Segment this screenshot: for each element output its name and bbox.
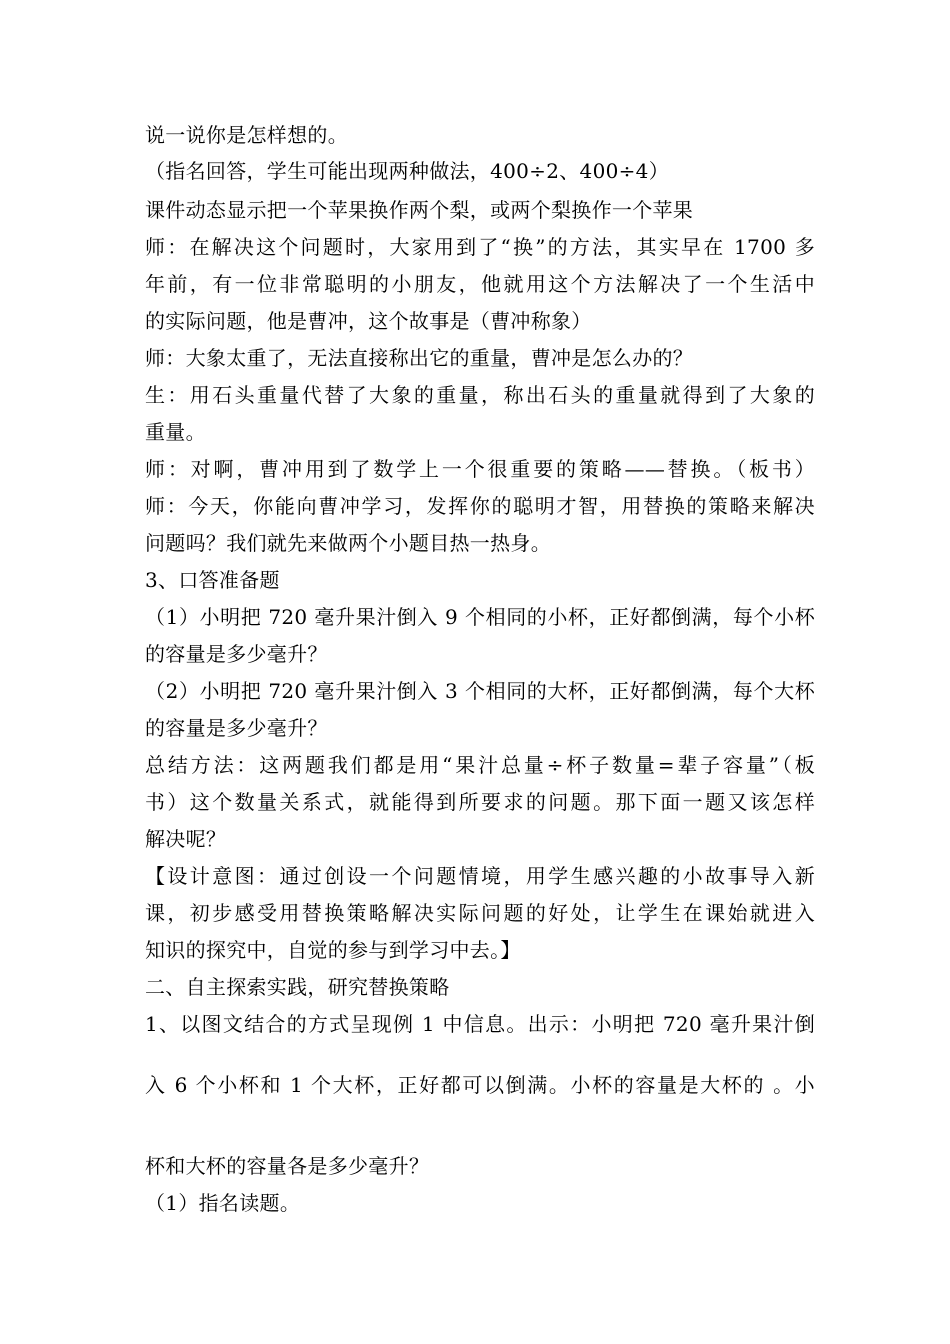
- text-line: 解决呢？: [145, 827, 227, 851]
- text-line: 年前，有一位非常聪明的小朋友，他就用这个方法解决了一个生活中: [145, 272, 815, 296]
- text-line: 重量。: [145, 420, 206, 444]
- text-line: 师：对啊，曹冲用到了数学上一个很重要的策略——替换。（板书）: [145, 457, 815, 481]
- text-line: 课件动态显示把一个苹果换作两个梨，或两个梨换作一个苹果: [145, 198, 694, 222]
- text-line: 知识的探究中，自觉的参与到学习中去。】: [145, 938, 521, 962]
- text-line: （2）小明把 720 毫升果汁倒入 3 个相同的大杯，正好都倒满，每个大杯: [145, 679, 815, 703]
- text-line: 师：大象太重了，无法直接称出它的重量，曹冲是怎么办的？: [145, 346, 694, 370]
- text-line: （1）指名读题。: [145, 1191, 301, 1215]
- text-line: 二、自主探索实践，研究替换策略: [145, 975, 450, 999]
- text-line: 3、口答准备题: [145, 568, 280, 592]
- text-line: 杯和大杯的容量各是多少毫升？: [145, 1154, 430, 1178]
- text-line: 总结方法：这两题我们都是用“果汁总量÷杯子数量=辈子容量”（板: [145, 753, 815, 777]
- text-line: 问题吗？我们就先来做两个小题目热一热身。: [145, 531, 551, 555]
- text-line: （指名回答，学生可能出现两种做法，400÷2、400÷4）: [145, 159, 670, 183]
- text-line: 师：在解决这个问题时，大家用到了“换”的方法，其实早在 1700 多: [145, 235, 815, 259]
- text-line: 的实际问题，他是曹冲，这个故事是（曹冲称象）: [145, 309, 592, 333]
- text-line: 入 6 个小杯和 1 个大杯，正好都可以倒满。小杯的容量是大杯的 。小: [145, 1073, 815, 1097]
- text-line: 师：今天，你能向曹冲学习，发挥你的聪明才智，用替换的策略来解决: [145, 494, 815, 518]
- text-line: 课，初步感受用替换策略解决实际问题的好处，让学生在课始就进入: [145, 901, 815, 925]
- text-line: （1）小明把 720 毫升果汁倒入 9 个相同的小杯，正好都倒满，每个小杯: [145, 605, 815, 629]
- text-line: 生：用石头重量代替了大象的重量，称出石头的重量就得到了大象的: [145, 383, 815, 407]
- text-line: 说一说你是怎样想的。: [145, 123, 348, 147]
- text-line: 的容量是多少毫升？: [145, 716, 328, 740]
- text-line: 1、以图文结合的方式呈现例 1 中信息。出示：小明把 720 毫升果汁倒: [145, 1012, 815, 1036]
- text-line: 的容量是多少毫升？: [145, 642, 328, 666]
- text-line: 【设计意图：通过创设一个问题情境，用学生感兴趣的小故事导入新: [145, 864, 815, 888]
- text-line: 书）这个数量关系式，就能得到所要求的问题。那下面一题又该怎样: [145, 790, 815, 814]
